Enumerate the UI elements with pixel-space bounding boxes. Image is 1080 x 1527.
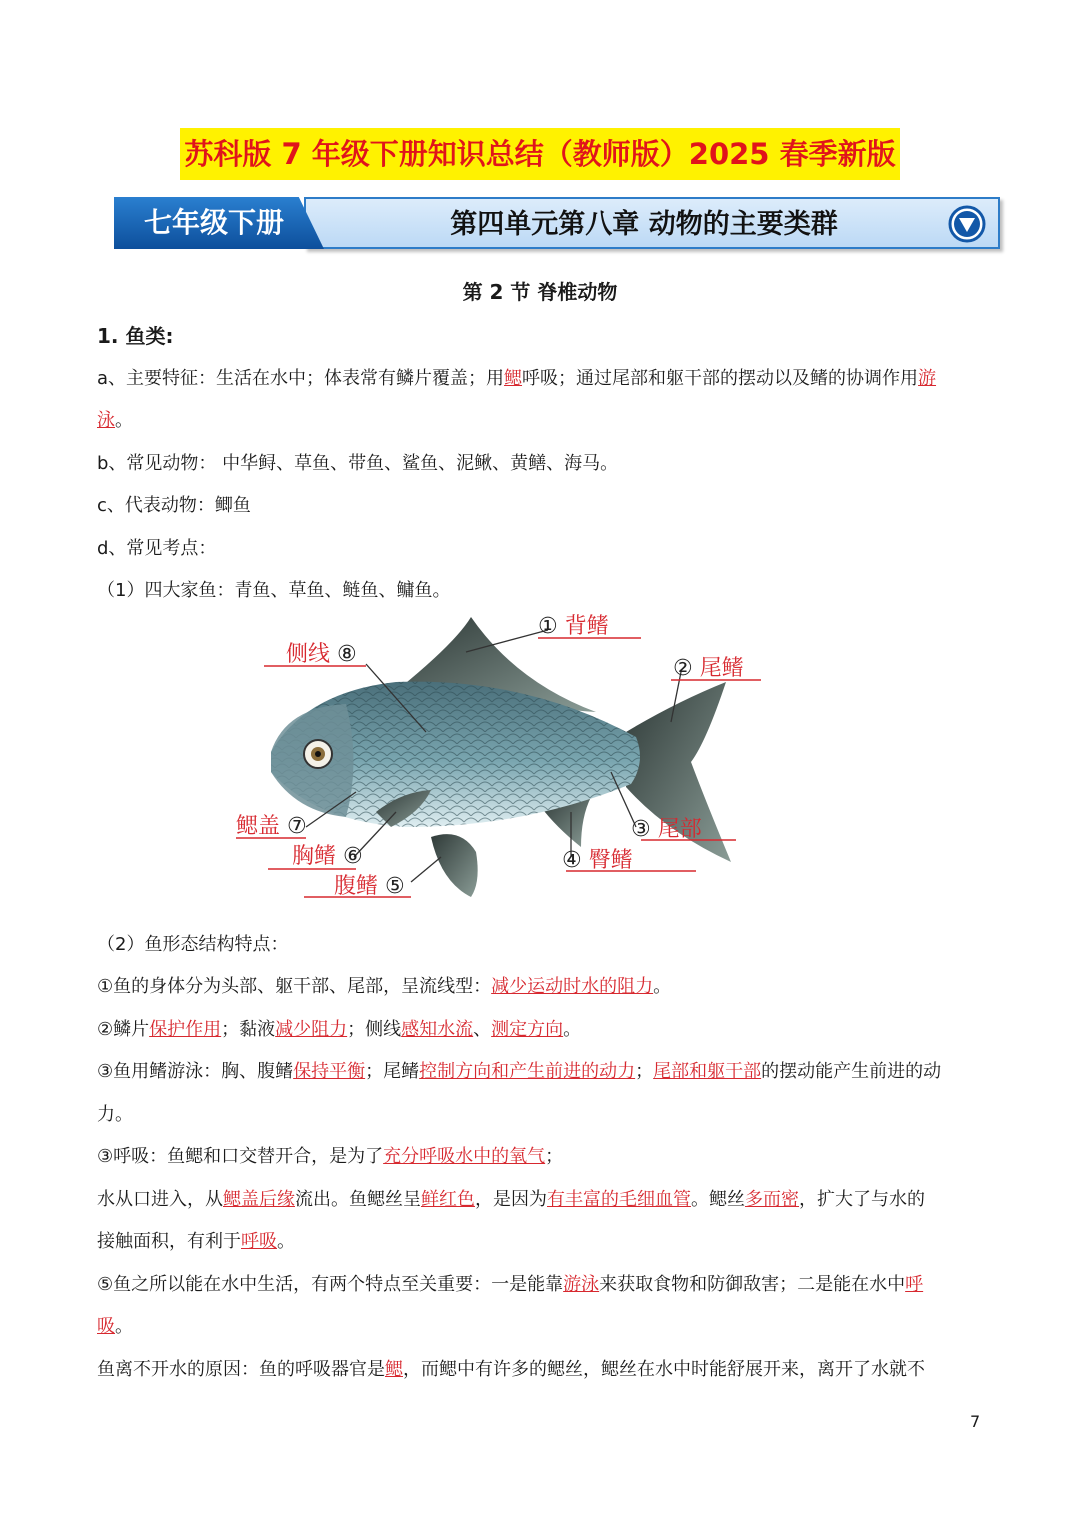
fish-diagram xyxy=(226,612,786,912)
fish-num-8: ⑧ xyxy=(337,642,357,667)
triangle-down-icon xyxy=(948,205,986,243)
banner-chapter: 第四单元第八章 动物的主要类群 xyxy=(450,209,838,240)
line-c: c、代表动物：鲫鱼 xyxy=(97,495,251,516)
fish-label-1 xyxy=(538,614,609,640)
fish-num-6: ⑥ xyxy=(343,844,363,869)
answer-text: 多而密 xyxy=(745,1189,799,1210)
fish-num-4: ④ xyxy=(562,848,582,873)
fish-num-3: ③ xyxy=(631,817,651,842)
line-d2: （2）鱼形态结构特点： xyxy=(97,934,289,955)
answer-text: 保持平衡 xyxy=(293,1061,366,1082)
body-text: ③鱼用鳍游泳：胸、腹鳍 xyxy=(97,1061,294,1082)
page-number: 7 xyxy=(970,1412,981,1431)
fish-label-5 xyxy=(334,874,405,900)
body-text: 。 xyxy=(277,1231,295,1252)
chapter-banner xyxy=(114,197,1002,251)
body-text: 。鳃丝 xyxy=(691,1189,745,1210)
body-text: 水从口进入，从 xyxy=(97,1189,223,1210)
banner-grade: 七年级下册 xyxy=(143,206,284,239)
answer-text: 游 xyxy=(918,368,937,389)
document-title: 苏科版 7 年级下册知识总结（教师版）2025 春季新版 xyxy=(180,128,899,180)
body-text: ；侧线 xyxy=(347,1019,402,1040)
body-text: 的摆动能产生前进的动 xyxy=(761,1061,942,1082)
answer-text: 鳃 xyxy=(504,368,523,389)
heading-fish: 1. 鱼类: xyxy=(97,324,174,348)
line-p5 xyxy=(97,1185,987,1215)
fish-num-1: ① xyxy=(538,614,558,639)
answer-text: 游泳 xyxy=(563,1274,600,1295)
answer-text: 控制方向和产生前进的动力 xyxy=(419,1061,636,1082)
fish-label-3 xyxy=(631,817,702,843)
body-text: ，是因为 xyxy=(475,1189,547,1210)
body-text: ，扩大了与水的 xyxy=(799,1189,925,1210)
answer-text: 呼吸 xyxy=(241,1231,277,1252)
line-d: d、常见考点： xyxy=(97,538,217,559)
body-text: 。 xyxy=(115,1316,133,1337)
fish-num-5: ⑤ xyxy=(385,874,405,899)
body-text: ，而鳃中有许多的鳃丝，鳃丝在水中时能舒展开来，离开了水就不 xyxy=(403,1359,925,1380)
answer-text: 减少运动时水的阻力 xyxy=(491,976,654,997)
fish-text-1: 背鳍 xyxy=(564,614,609,639)
body-text: 、 xyxy=(473,1019,492,1040)
body-text: 。 xyxy=(115,410,133,431)
answer-text: 鳃盖后缘 xyxy=(223,1189,295,1210)
body-text: ；尾鳍 xyxy=(365,1061,420,1082)
body-text: 。 xyxy=(563,1019,582,1040)
body-text: 鱼离不开水的原因：鱼的呼吸器官是 xyxy=(97,1359,385,1380)
line-p4 xyxy=(97,1142,987,1172)
line-p1 xyxy=(97,972,987,1002)
body-text: ； xyxy=(635,1061,654,1082)
line-a xyxy=(97,364,987,394)
body-text: ③呼吸：鱼鳃和口交替开合，是为了 xyxy=(97,1146,384,1167)
body-text: a、主要特征：生活在水中；体表常有鳞片覆盖；用 xyxy=(97,368,505,389)
line-b: b、常见动物： 中华鲟、草鱼、带鱼、鲨鱼、泥鳅、黄鳝、海马。 xyxy=(97,453,619,474)
body-text: 。 xyxy=(653,976,672,997)
answer-text: 减少阻力 xyxy=(275,1019,348,1040)
fish-label-7 xyxy=(236,814,307,840)
line-p5b xyxy=(97,1227,987,1257)
body-text: ①鱼的身体分为头部、躯干部、尾部，呈流线型： xyxy=(97,976,492,997)
fish-label-8 xyxy=(286,642,357,668)
line-p6b xyxy=(97,1312,987,1342)
fish-num-7: ⑦ xyxy=(287,814,307,839)
fish-label-4 xyxy=(562,848,633,874)
answer-text: 充分呼吸水中的氧气 xyxy=(383,1146,546,1167)
fish-text-8: 侧线 xyxy=(286,642,331,667)
title-wrap xyxy=(0,128,1080,180)
answer-text: 尾部和躯干部 xyxy=(653,1061,762,1082)
body-text: ⑤鱼之所以能在水中生活，有两个特点至关重要：一是能靠 xyxy=(97,1274,564,1295)
body-text: 接触面积，有利于 xyxy=(97,1231,241,1252)
body-text: 呼吸；通过尾部和躯干部的摆动以及鳍的协调作用 xyxy=(522,368,919,389)
answer-text: 鲜红色 xyxy=(421,1189,475,1210)
answer-text: 吸 xyxy=(97,1316,115,1337)
fish-text-6: 胸鳍 xyxy=(292,844,337,869)
fish-text-4: 臀鳍 xyxy=(588,848,633,873)
body-text: 流出。鱼鳃丝呈 xyxy=(295,1189,421,1210)
line-a2 xyxy=(97,406,987,436)
answer-text: 测定方向 xyxy=(491,1019,564,1040)
line-p3 xyxy=(97,1057,987,1087)
body-text: ②鳞片 xyxy=(97,1019,150,1040)
line-p7 xyxy=(97,1355,987,1385)
answer-text: 泳 xyxy=(97,410,115,431)
fish-num-2: ② xyxy=(673,656,693,681)
section-title: 第 2 节 脊椎动物 xyxy=(462,280,618,304)
answer-text: 保护作用 xyxy=(149,1019,222,1040)
line-p6 xyxy=(97,1270,987,1300)
answer-text: 有丰富的毛细血管 xyxy=(547,1189,691,1210)
body-text: 来获取食物和防御敌害；二是能在水中 xyxy=(599,1274,906,1295)
answer-text: 鳃 xyxy=(385,1359,403,1380)
fish-text-2: 尾鳍 xyxy=(699,656,744,681)
line-p3b: 力。 xyxy=(97,1104,133,1125)
body-text: ； xyxy=(545,1146,564,1167)
answer-text: 感知水流 xyxy=(401,1019,474,1040)
fish-text-5: 腹鳍 xyxy=(334,874,379,899)
fish-text-7: 鳃盖 xyxy=(236,814,281,839)
body-text: ；黏液 xyxy=(221,1019,276,1040)
answer-text: 呼 xyxy=(905,1274,924,1295)
line-d1: （1）四大家鱼：青鱼、草鱼、鲢鱼、鳙鱼。 xyxy=(97,580,451,601)
line-p2 xyxy=(97,1015,987,1045)
fish-label-2 xyxy=(673,656,744,682)
fish-text-3: 尾部 xyxy=(657,817,702,842)
fish-label-6 xyxy=(292,844,363,870)
